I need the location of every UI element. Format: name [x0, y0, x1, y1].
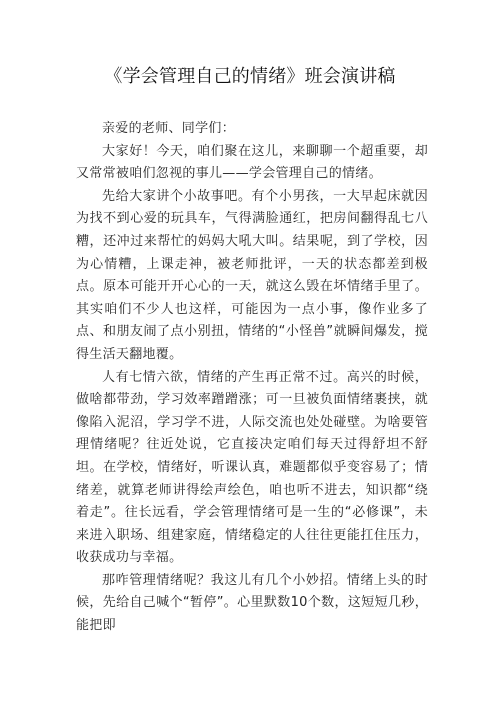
- document-title: 《学会管理自己的情绪》班会演讲稿: [104, 66, 396, 87]
- paragraph-greeting: 大家好！今天，咱们聚在这儿，来聊聊一个超重要，却又常常被咱们忽视的事儿——学会管理自己的情绪。: [76, 143, 428, 182]
- paragraph-story: 先给大家讲个小故事吧。有个小男孩，一大早起床就因为找不到心爱的玩具车，气得满脸通红，把房间翻得乱七八糟，还冲过来帮忙的妈妈大吼大叫。结果呢，到了学校，因为心情糟，上课走神，被老师批评，一天的状态都差到极点。原本可能开开心心的一天，就这么毁在坏情绪手里了。其实咱们不少人也这样，可能因为一点小事，像作业多了点、和朋友闹了点小别扭，情绪的“小怪兽”就瞬间爆发，搅得生活天翻地覆。: [76, 188, 428, 362]
- paragraph-salutation: 亲爱的老师、同学们：: [102, 121, 236, 136]
- document-body: [76, 118, 428, 638]
- paragraph-methods: 那咋管理情绪呢？我这儿有几个小妙招。情绪上头的时候，先给自己喊个“暂停”。心里默数10个数，这短短几秒，能把即: [76, 572, 428, 634]
- paragraph-importance: 人有七情六欲，情绪的产生再正常不过。高兴的时候，做啥都带劲，学习效率蹭蹭涨；可一旦被负面情绪裹挟，就像陷入泥沼，学习学不进，人际交流也处处碰壁。为啥要管理情绪呢？往近处说，它直接决定咱们每天过得舒坦不舒坦。在学校，情绪好，听课认真，难题都似乎变容易了；情绪差，就算老师讲得绘声绘色，咱也听不进去，知识都“绕着走”。往长远看，学会管理情绪可是一生的“必修课”，未来进入职场、组建家庭，情绪稳定的人往往更能扛住压力，收获成功与幸福。: [76, 369, 428, 566]
